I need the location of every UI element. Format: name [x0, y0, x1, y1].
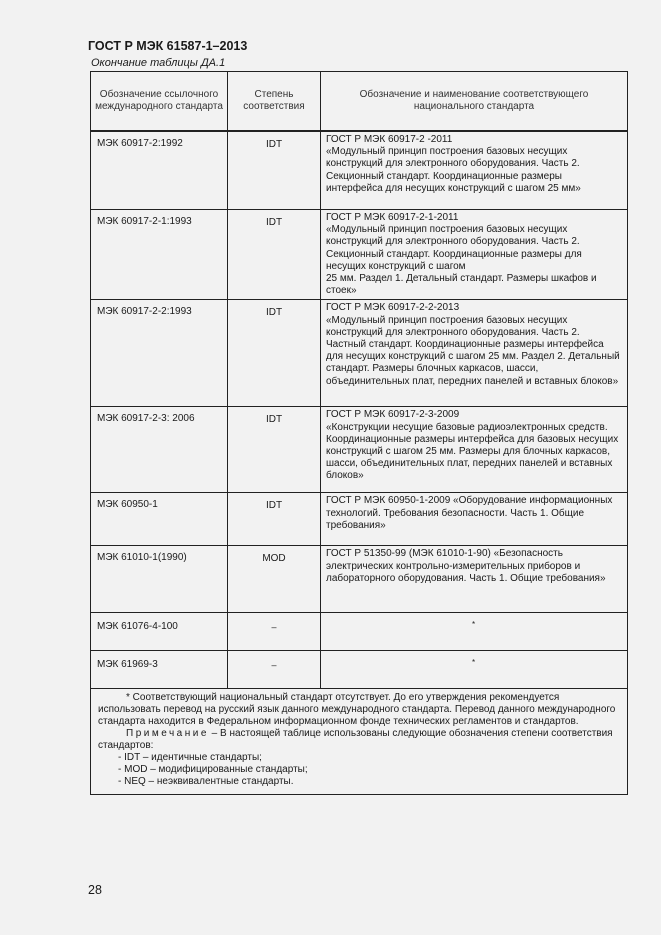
national-standard-cell: ГОСТ Р МЭК 60917-2-3-2009 «Конструкции несущие базовые радиоэлектронных средств. Координационные размеры интерфейса для базовых несущих конструкций с шагом 25 мм. Размеры для блочных каркасов, шасси, объединительных плат, передних панелей и вставных блоков» [321, 407, 628, 493]
document-title: ГОСТ Р МЭК 61587-1–2013 [88, 39, 248, 53]
national-standard-cell: * [321, 651, 628, 689]
footnote-text: * Соответствующий национальный стандарт отсутствует. До его утверждения рекомендуется использовать перевод на русский язык данного международного стандарта. Перевод данного международного стандарта находится в Федеральном информационном фонде технических регламентов и стандартов. [98, 692, 616, 728]
table-row [91, 613, 628, 651]
degree-cell: IDT [228, 493, 321, 546]
degree-cell: – [228, 613, 321, 651]
table-row [91, 651, 628, 689]
national-standard-cell: ГОСТ Р МЭК 60950-1-2009 «Оборудование информационных технологий. Требования безопасности. Часть 1. Общие требования» [321, 493, 628, 546]
degree-cell: MOD [228, 546, 321, 613]
national-standard-cell: ГОСТ Р МЭК 60917-2 -2011 «Модульный принцип построения базовых несущих конструкций для электронного оборудования. Часть 2. Секционный стандарт. Координационные размеры интерфейса для несущих конструкций с шагом 25 мм» [321, 131, 628, 210]
degree-cell: IDT [228, 131, 321, 210]
note-list-item: - NEQ – неэквивалентные стандарты. [118, 776, 294, 788]
reference-cell: МЭК 61969-3 [91, 651, 228, 689]
note-list-item: - MOD – модифицированные стандарты; [118, 764, 308, 776]
table-row [91, 493, 628, 546]
national-standard-cell: * [321, 613, 628, 651]
degree-cell: IDT [228, 300, 321, 407]
degree-cell: IDT [228, 407, 321, 493]
table-row [91, 546, 628, 613]
table-row [91, 131, 628, 210]
page-number: 28 [88, 883, 102, 897]
degree-cell: IDT [228, 210, 321, 300]
note-label: Примечание [126, 728, 209, 740]
reference-cell: МЭК 60950-1 [91, 493, 228, 546]
reference-cell: МЭК 60917-2:1992 [91, 131, 228, 210]
column-header-national: Обозначение и наименование соответствующего национального стандарта [321, 72, 628, 132]
column-header-reference: Обозначение ссылочного международного стандарта [91, 72, 228, 132]
table-notes-row [91, 689, 628, 795]
reference-table [90, 71, 628, 795]
table-row [91, 210, 628, 300]
table-notes-cell [91, 689, 628, 795]
reference-cell: МЭК 60917-2-2:1993 [91, 300, 228, 407]
note-text: – В настоящей таблице использованы следующие обозначения степени соответствия стандартов: [98, 728, 613, 752]
table-row [91, 407, 628, 493]
reference-cell: МЭК 61010-1(1990) [91, 546, 228, 613]
table-row [91, 300, 628, 407]
reference-cell: МЭК 60917-2-1:1993 [91, 210, 228, 300]
note-paragraph [98, 728, 620, 752]
reference-cell: МЭК 61076-4-100 [91, 613, 228, 651]
table-header-row [91, 72, 628, 132]
note-list-item: - IDT – идентичные стандарты; [118, 752, 262, 764]
national-standard-cell: ГОСТ Р МЭК 60917-2-2-2013 «Модульный принцип построения базовых несущих конструкций для электронного оборудования. Часть 2. Частный стандарт. Координационные размеры интерфейса для несущих конструкций с шагом 25 мм. Раздел 2. Детальный стандарт. Размеры блочных каркасов, шасси, объединительных плат, передних панелей и вставных блоков» [321, 300, 628, 407]
table-caption: Окончание таблицы ДА.1 [91, 57, 226, 69]
national-standard-cell: ГОСТ Р 51350-99 (МЭК 61010-1-90) «Безопасность электрических контрольно-измерительных приборов и лабораторного оборудования. Часть 1. Общие требования» [321, 546, 628, 613]
degree-cell: – [228, 651, 321, 689]
national-standard-cell: ГОСТ Р МЭК 60917-2-1-2011 «Модульный принцип построения базовых несущих конструкций для электронного оборудования. Часть 2. Секционный стандарт. Координационные размеры для несущих конструкций с шагом 25 мм. Раздел 1. Детальный стандарт. Размеры шкафов и стоек» [321, 210, 628, 300]
column-header-degree: Степень соответствия [228, 72, 321, 132]
reference-cell: МЭК 60917-2-3: 2006 [91, 407, 228, 493]
